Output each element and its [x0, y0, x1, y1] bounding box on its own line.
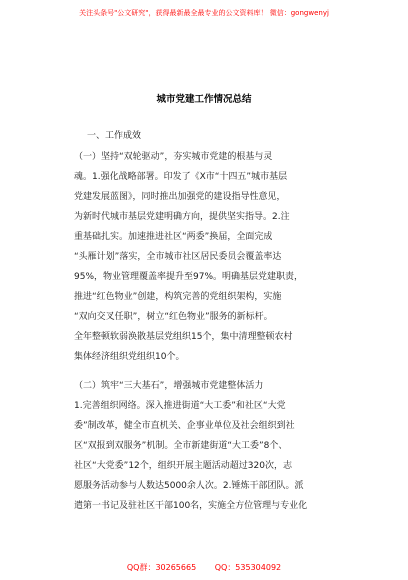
paragraph-line: 区“双报到双服务”机制。全市新建街道“大工委”8个、 — [74, 441, 288, 451]
paragraph-line: 社区“大党委”12个，组织开展主题活动超过320次，志 — [74, 461, 292, 471]
paragraph-2 — [74, 376, 368, 516]
header-note: 关注头条号"公文研究"，获得最新最全最专业的公文资料库！ 微信：gongwenyj — [79, 9, 329, 17]
paragraph-line: 为新时代城市基层党建明确方向，提供坚实指导。2.注 — [74, 212, 290, 222]
section-heading: 一、工作成效 — [87, 131, 142, 141]
paragraph-1 — [74, 147, 368, 367]
paragraph-line: （一）坚持“双轮驱动”，夯实城市党建的根基与灵 — [74, 152, 273, 162]
paragraph-line: 党建发展蓝图》，同时推出加强党的建设指导性意见， — [74, 192, 286, 202]
paragraph-line: 魂。1.强化战略部署。印发了《X市“十四五”城市基层 — [74, 172, 288, 182]
paragraph-line: “头雁计划”落实，全市城市社区居民委员会覆盖率达 — [74, 252, 282, 262]
paragraph-line: “双向交叉任职”，树立“红色物业”服务的新标杆。 — [74, 312, 273, 322]
paragraph-line: 遣第一书记及驻社区干部100名，实施全方位管理与专业化 — [74, 501, 308, 511]
paragraph-line: 1.完善组织网络。深入推进街道“大工委”和社区“大党 — [74, 401, 286, 411]
paragraph-line: 全年整顿软弱涣散基层党组织15个，集中清理整顿农村 — [74, 332, 293, 342]
footer-contact — [0, 562, 408, 573]
footer-qq-group: QQ群：30265665 — [126, 563, 197, 572]
paragraph-line: 95%，物业管理覆盖率提升至97%。明确基层党建职责， — [74, 272, 304, 282]
paragraph-line: （二）筑牢“三大基石”，增强城市党建整体活力 — [74, 381, 264, 391]
paragraph-line: 委”制改革，健全市直机关、企事业单位及社会组织到社 — [74, 421, 295, 431]
footer-qq-number: QQ：535304092 — [214, 563, 282, 572]
paragraph-line: 愿服务活动参与人数达5000余人次。2.锤炼干部团队。派 — [74, 481, 304, 491]
paragraph-line: 重基础扎实。加速推进社区“两委”换届，全面完成 — [74, 232, 273, 242]
paragraph-line: 集体经济组织党组织10个。 — [74, 352, 185, 362]
paragraph-line: 推进“红色物业”创建，构筑完善的党组织架构，实施 — [74, 292, 282, 302]
document-title: 城市党建工作情况总结 — [156, 94, 252, 105]
